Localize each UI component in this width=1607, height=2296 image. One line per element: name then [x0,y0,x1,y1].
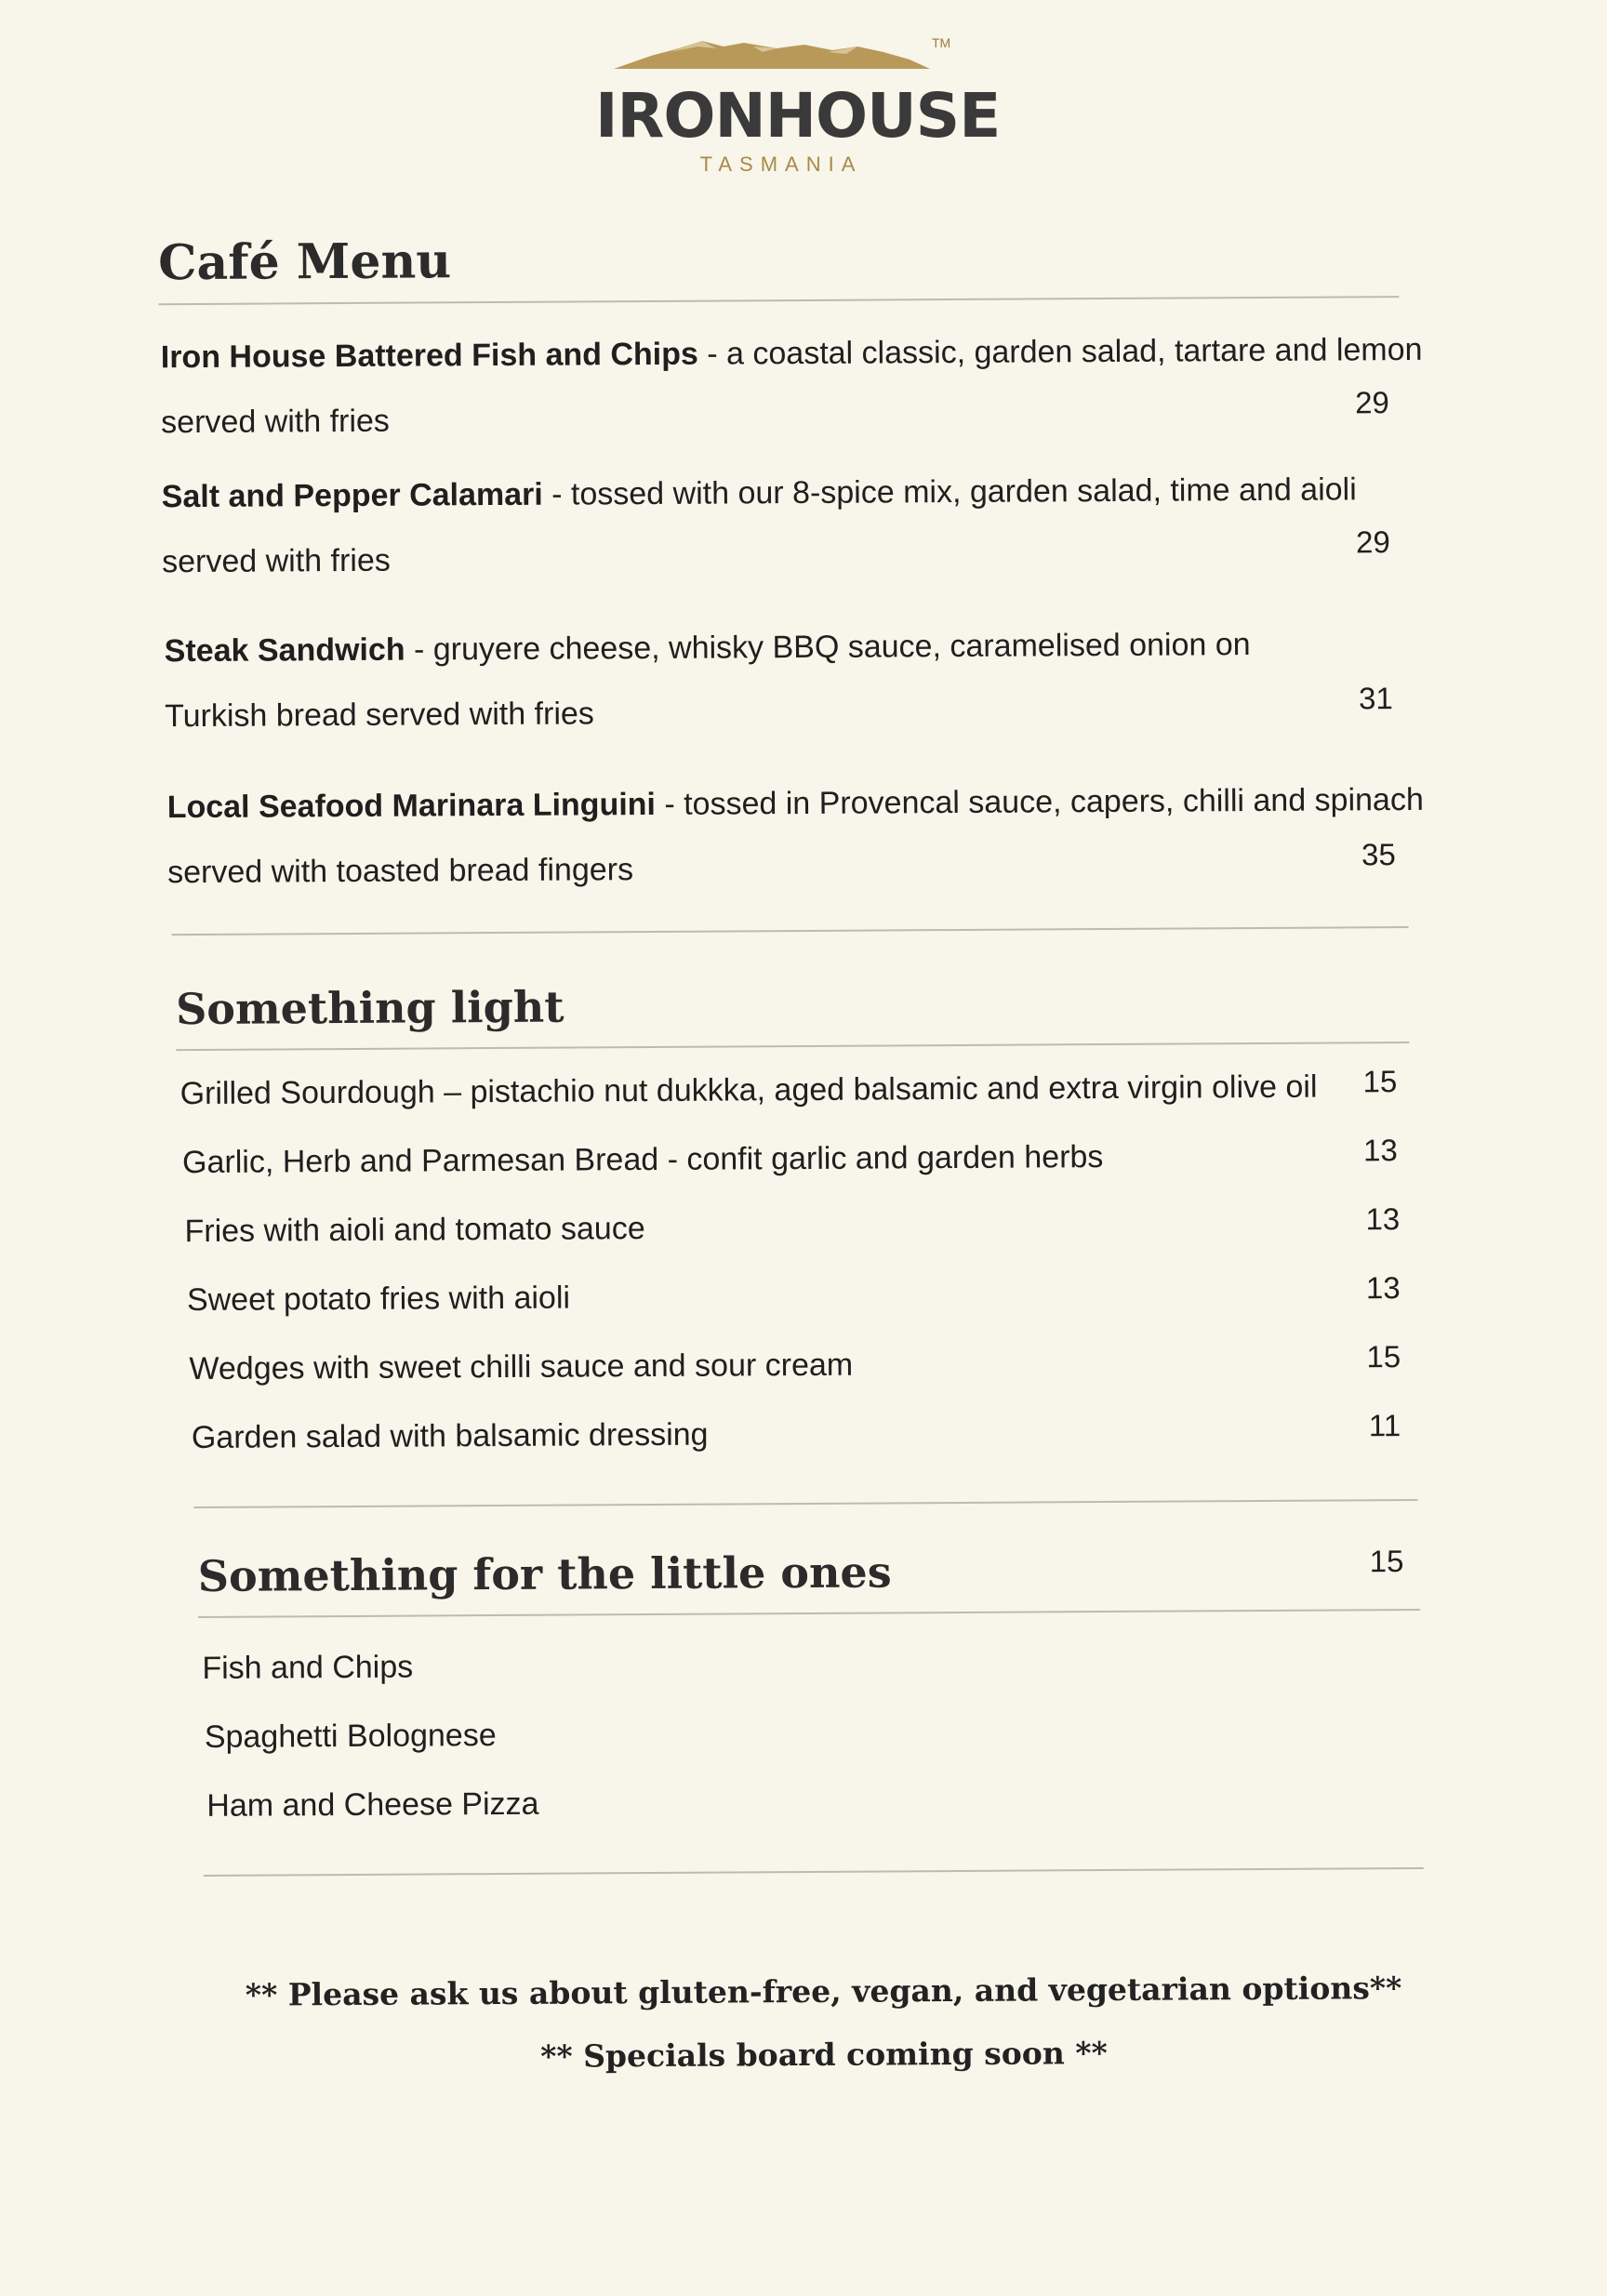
divider [158,296,1399,305]
menu-item-price: 13 [1365,1201,1401,1237]
menu-item-name: Steak Sandwich [164,631,405,670]
logo-subtitle: TASMANIA [699,153,863,176]
menu-item-desc: - tossed in Provencal sauce, capers, chilli and spinach [655,781,1424,822]
menu-item-price: 35 [1361,837,1396,872]
menu-item-price: 13 [1362,1133,1398,1168]
menu-item-price: 15 [1366,1339,1401,1374]
list-item: Spaghetti Bolognese [204,1718,497,1755]
menu-item-price: 15 [1362,1064,1398,1099]
menu-item: Wedges with sweet chilli sauce and sour cream [189,1347,854,1387]
little-ones-price: 15 [1369,1544,1404,1579]
menu-item-desc: - tossed with our 8-spice mix, garden salad, time and aioli [542,471,1357,512]
menu-item [162,469,1358,582]
logo-wordmark: IRONHOUSE [595,80,1001,152]
menu-item-price: 31 [1358,681,1393,716]
menu-item-price: 13 [1365,1270,1401,1306]
menu-item-desc-line2: served with toasted bread fingers [167,852,634,891]
menu-item [161,329,1423,444]
cafe-menu-title: Café Menu [158,232,452,292]
something-light-title: Something light [175,981,564,1035]
specials-note: ** Specials board coming soon ** [540,2035,1108,2075]
list-item: Fish and Chips [202,1649,414,1686]
list-item: Ham and Cheese Pizza [206,1785,539,1824]
menu-item-desc-line2: Turkish bread served with fries [165,696,594,735]
menu-item-price: 29 [1355,385,1389,420]
divider [198,1609,1420,1618]
trademark-mark: TM [932,35,951,50]
menu-item-desc-line2: served with fries [161,403,390,441]
menu-item-price: 29 [1355,524,1390,560]
little-ones-title: Something for the little ones [197,1546,892,1601]
menu-item-price: 11 [1368,1408,1401,1443]
divider [176,1042,1409,1051]
menu-item-name: Local Seafood Marinara Linguini [166,786,657,826]
menu-item: Sweet potato fries with aioli [186,1280,571,1319]
menu-item-desc: - gruyere cheese, whisky BBQ sauce, caramelised onion on [405,627,1251,668]
divider [204,1867,1424,1877]
divider [193,1499,1417,1508]
menu-item: Garden salad with balsamic dressing [191,1416,709,1456]
menu-item: Fries with aioli and tomato sauce [184,1211,645,1250]
menu-item-desc-line2: served with fries [162,542,391,580]
menu-item: Garlic, Herb and Parmesan Bread - confit garlic and garden herbs [181,1139,1104,1181]
dietary-options-note: ** Please ask us about gluten-free, vegan, and vegetarian options** [245,1970,1402,2013]
menu-item-name: Salt and Pepper Calamari [161,476,543,515]
menu-item-desc: - a coastal classic, garden salad, tartare and lemon [697,331,1423,372]
menu-item [167,779,1425,894]
menu-item-name: Iron House Battered Fish and Chips [160,336,698,376]
menu-item: Grilled Sourdough – pistachio nut dukkka, aged balsamic and extra virgin olive oil [179,1068,1318,1112]
menu-item [165,624,1252,737]
divider [172,926,1409,936]
